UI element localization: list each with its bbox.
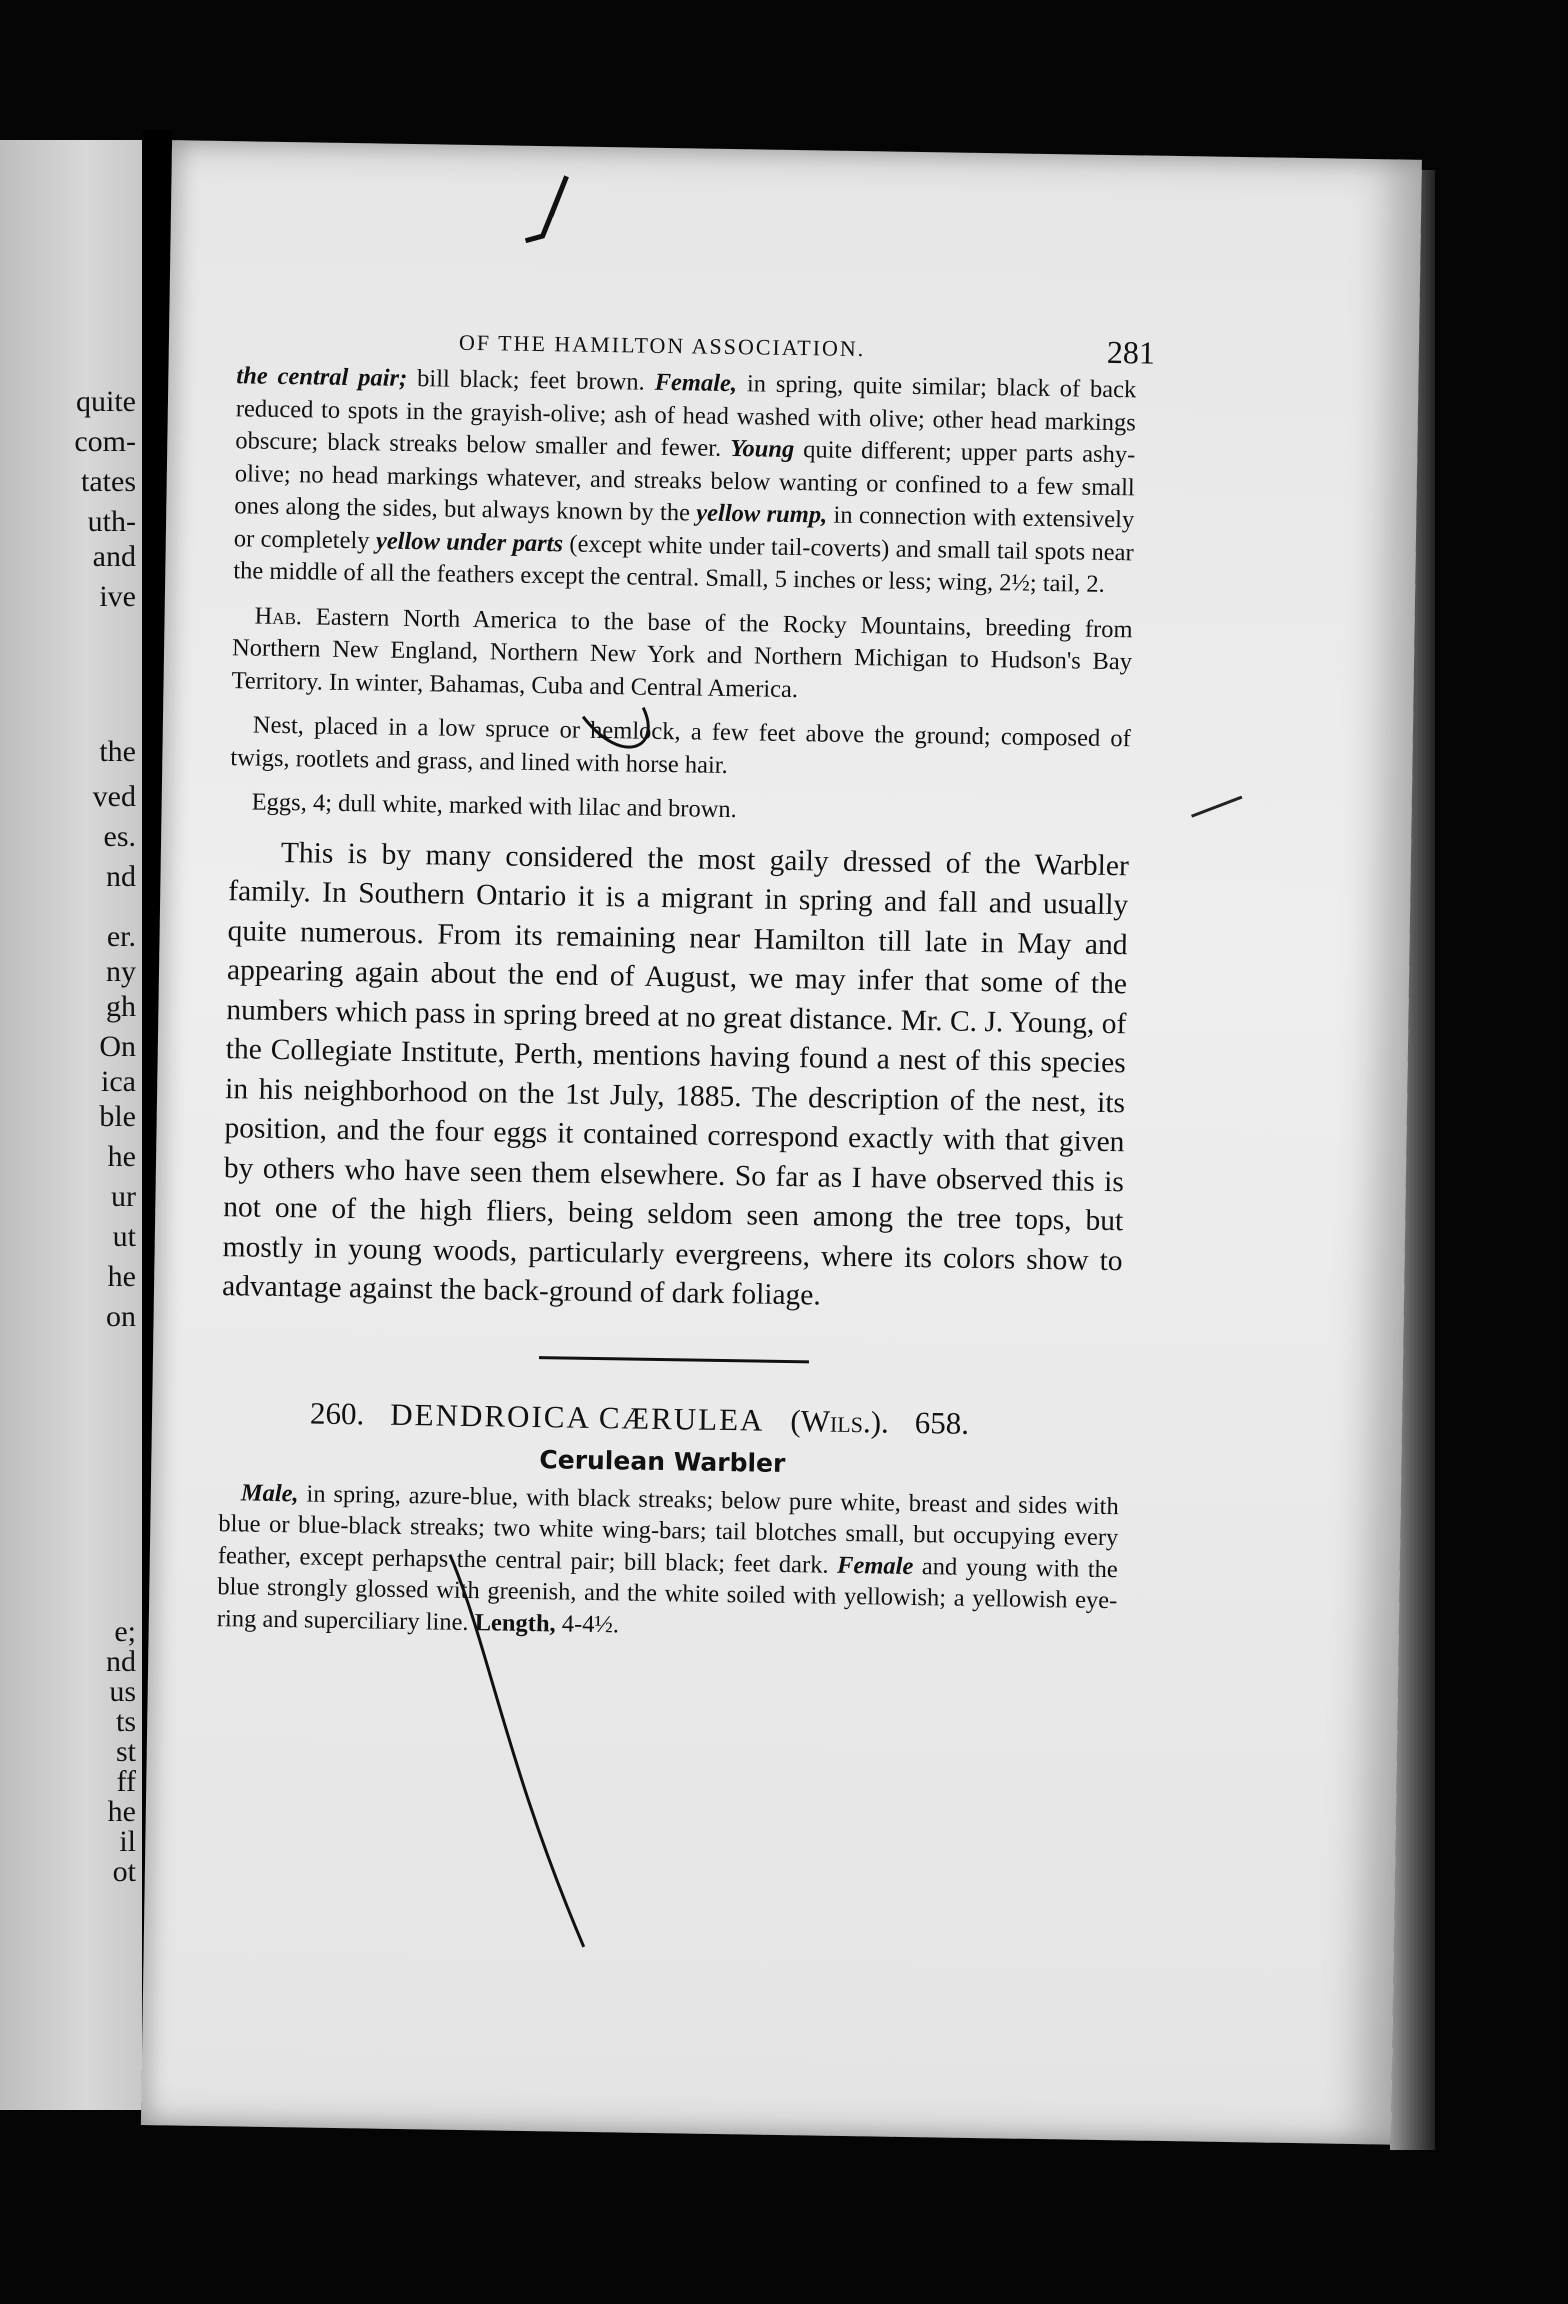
facing-page-word: st — [115, 1735, 136, 1768]
male-label: Male, — [240, 1478, 299, 1507]
description-text-5: (except white under tail-coverts) and small tail spots near the middle of all the feathers except the central. Small, 5 inches or less; wing, 2½; tail, 2. — [233, 529, 1134, 598]
facing-page-word: ur — [111, 1180, 136, 1213]
facing-page-word: il — [119, 1825, 136, 1858]
facing-page-fragment — [0, 140, 142, 2110]
facing-page-word: ff — [116, 1765, 136, 1798]
body-paragraph: This is by many considered the most gaily dressed of the Warbler family. In Southern Ontario it is a migrant in spring and fall and usually quite numerous. From its remaining near Hamilton till late in May and appearing again about the end of August, we may infer that some of the numbers which pass in spring breed at no great distance. Mr. C. J. Young, of the Collegiate Institute, Perth, mentions having found a nest of this species in his neighborhood on the 1st July, 1885. The description of the nest, its position, and the four eggs it contained correspond exactly with that given by others who have seen them elsewhere. So far as I have observed this is not one of the high fliers, being seldom seen among the tree tops, but mostly in young woods, particularly evergreens, where its colors show to advantage against the back-ground of dark foliage. — [221, 836, 1130, 1312]
facing-page-word: ble — [99, 1100, 136, 1133]
facing-page-word: e; — [114, 1615, 136, 1648]
habitat-text: Eastern North America to the base of the Rocky Mountains, breeding from Northern New England, Northern New York and Northern Michigan to Hudson's Bay Territory. In winter, Bahamas, Cuba and Central America. — [231, 602, 1133, 703]
species-scientific-name: DENDROICA CÆRULEA — [390, 1396, 765, 1438]
species-heading — [220, 1394, 1120, 1444]
facing-page-word: tates — [81, 465, 136, 498]
facing-page-word: On — [99, 1030, 136, 1063]
species-description-text-1: in spring, azure-blue, with black streaks; below pure white, breast and sides with blue or blue-black streaks; two white wing-bars; tail blotches small, but occupying every feather, except perhaps the central pair; bill black; feet dark. — [217, 1479, 1119, 1579]
description-lead: the central pair; — [236, 362, 408, 392]
young-label: Young — [729, 434, 795, 463]
facing-page-word: he — [107, 1140, 136, 1173]
pen-mark-top — [526, 176, 567, 242]
habitat-label: Hab. — [254, 602, 303, 630]
facing-page-word: he — [107, 1260, 136, 1293]
facing-page-word: ot — [112, 1855, 136, 1888]
species-female-label: Female — [836, 1551, 914, 1580]
description-text-3: quite different; upper parts ashy-olive; no head markings whatever, and streaks below wanting or confined to a few small ones along the sides, but always known by the — [234, 435, 1136, 527]
species-code: 658. — [914, 1404, 970, 1441]
facing-page-word: es. — [103, 820, 136, 853]
species-authority: (Wils.). — [790, 1402, 890, 1440]
running-head-title: OF THE HAMILTON ASSOCIATION. — [458, 329, 866, 362]
facing-page-word: he — [107, 1795, 136, 1828]
facing-page-word: gh — [106, 990, 136, 1023]
species-description-continued — [233, 360, 1136, 602]
eggs-paragraph: Eggs, 4; dull white, marked with lilac and brown. — [251, 788, 737, 824]
facing-page-word: ut — [112, 1220, 136, 1253]
facing-page-word: quite — [76, 385, 136, 418]
habitat-paragraph — [231, 600, 1132, 712]
yellow-under-parts-term: yellow under parts — [375, 526, 564, 557]
length-value: 4-4½. — [555, 1609, 620, 1638]
pen-mark-margin — [1192, 796, 1242, 817]
nest-paragraph: Nest, placed in a low spruce or hemlock, a few feet above the ground; composed of twigs, rootlets and grass, and lined with horse hair. — [230, 711, 1132, 779]
facing-page-word: ts — [115, 1705, 136, 1738]
female-label: Female, — [654, 368, 738, 398]
facing-page-word: nd — [106, 860, 136, 893]
facing-page-word: com- — [74, 425, 136, 458]
facing-page-word: nd — [106, 1645, 136, 1678]
book-page — [141, 140, 1422, 2144]
facing-page-word: the — [99, 735, 136, 768]
facing-page-word: ica — [101, 1065, 136, 1098]
facing-page-word: us — [109, 1675, 136, 1708]
facing-page-word: er. — [106, 920, 136, 953]
yellow-rump-term: yellow rump, — [696, 499, 828, 529]
section-divider — [539, 1356, 809, 1363]
facing-page-word: ved — [92, 780, 136, 813]
facing-page-word: and — [92, 540, 136, 573]
description-text-2: in spring, quite similar; black of back reduced to spots in the grayish-olive; ash of head washed with olive; other head markings obscure; black streaks below smaller and fewer. — [235, 370, 1137, 462]
description-text-4: in connection with extensively or completely — [233, 501, 1135, 554]
length-label: Length, — [474, 1608, 556, 1637]
species-number: 260. — [309, 1395, 365, 1431]
facing-page-word: ny — [106, 955, 136, 988]
facing-page-word: uth- — [87, 505, 136, 538]
species-description-text-2: and young with the blue strongly glossed with greenish, and the white soiled with yellowish; a yellowish eye-ring and superciliary line. — [216, 1552, 1118, 1636]
species-description — [217, 1477, 1119, 1649]
page-number: 281 — [1106, 333, 1156, 371]
page-content — [216, 316, 1156, 1648]
facing-page-word: on — [106, 1300, 136, 1333]
facing-page-word: ive — [99, 580, 136, 613]
description-text-1: bill black; feet brown. — [407, 364, 655, 396]
species-common-name: Cerulean Warbler — [539, 1444, 786, 1478]
